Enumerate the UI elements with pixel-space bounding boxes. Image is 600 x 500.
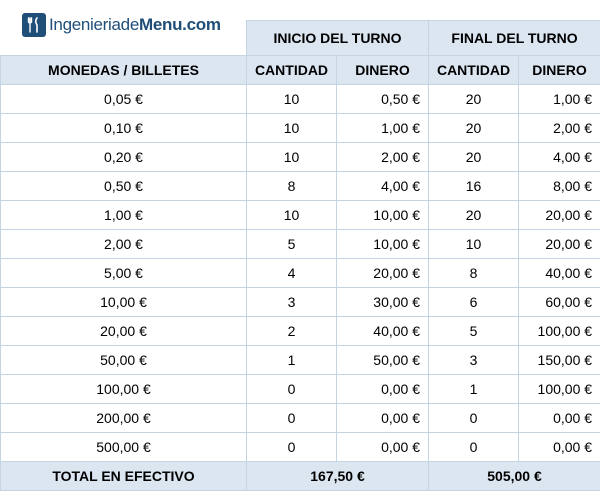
cantidad-inicio-cell: 0 — [247, 404, 337, 433]
final-turno-header: FINAL DEL TURNO — [429, 21, 600, 56]
cantidad-final-cell: 20 — [429, 85, 519, 114]
denomination-cell: 0,20 € — [1, 143, 247, 172]
cantidad-final-cell: 10 — [429, 230, 519, 259]
dinero-inicio-cell: 50,00 € — [337, 346, 429, 375]
dinero-final-cell: 2,00 € — [519, 114, 600, 143]
denomination-row — [1, 201, 600, 230]
dinero-inicio-header: DINERO — [337, 56, 429, 85]
cantidad-inicio-cell: 8 — [247, 172, 337, 201]
cantidad-inicio-cell: 10 — [247, 85, 337, 114]
cantidad-final-cell: 0 — [429, 433, 519, 462]
cantidad-final-header: CANTIDAD — [429, 56, 519, 85]
fork-knife-icon — [22, 13, 46, 37]
column-header-row — [1, 56, 600, 85]
dinero-final-cell: 20,00 € — [519, 230, 600, 259]
cantidad-inicio-cell: 1 — [247, 346, 337, 375]
dinero-final-cell: 40,00 € — [519, 259, 600, 288]
cantidad-inicio-header: CANTIDAD — [247, 56, 337, 85]
denomination-row — [1, 346, 600, 375]
cantidad-final-cell: 20 — [429, 143, 519, 172]
denomination-row — [1, 375, 600, 404]
denomination-row — [1, 288, 600, 317]
dinero-inicio-cell: 10,00 € — [337, 230, 429, 259]
cantidad-final-cell: 1 — [429, 375, 519, 404]
dinero-inicio-cell: 1,00 € — [337, 114, 429, 143]
monedas-billetes-header: MONEDAS / BILLETES — [1, 56, 247, 85]
cantidad-inicio-cell: 0 — [247, 375, 337, 404]
dinero-inicio-cell: 0,00 € — [337, 404, 429, 433]
denomination-cell: 10,00 € — [1, 288, 247, 317]
dinero-final-header: DINERO — [519, 56, 600, 85]
dinero-inicio-cell: 4,00 € — [337, 172, 429, 201]
denomination-cell: 200,00 € — [1, 404, 247, 433]
cantidad-final-cell: 3 — [429, 346, 519, 375]
denomination-cell: 5,00 € — [1, 259, 247, 288]
inicio-turno-header: INICIO DEL TURNO — [247, 21, 429, 56]
dinero-inicio-cell: 0,00 € — [337, 375, 429, 404]
dinero-inicio-cell: 0,00 € — [337, 433, 429, 462]
denomination-cell: 20,00 € — [1, 317, 247, 346]
dinero-final-cell: 100,00 € — [519, 375, 600, 404]
brand-name-light: Ingenieriade — [49, 15, 139, 34]
cantidad-inicio-cell: 2 — [247, 317, 337, 346]
denomination-cell: 50,00 € — [1, 346, 247, 375]
brand-logo — [0, 0, 246, 50]
denomination-row — [1, 404, 600, 433]
dinero-final-cell: 100,00 € — [519, 317, 600, 346]
cantidad-final-cell: 5 — [429, 317, 519, 346]
dinero-inicio-cell: 40,00 € — [337, 317, 429, 346]
dinero-inicio-cell: 2,00 € — [337, 143, 429, 172]
cantidad-inicio-cell: 10 — [247, 143, 337, 172]
denomination-cell: 500,00 € — [1, 433, 247, 462]
cash-count-table — [0, 20, 600, 491]
denomination-row — [1, 85, 600, 114]
denomination-row — [1, 317, 600, 346]
dinero-final-cell: 1,00 € — [519, 85, 600, 114]
denomination-cell: 0,10 € — [1, 114, 247, 143]
dinero-final-cell: 150,00 € — [519, 346, 600, 375]
total-final: 505,00 € — [429, 462, 600, 491]
dinero-inicio-cell: 20,00 € — [337, 259, 429, 288]
denomination-row — [1, 433, 600, 462]
denomination-cell: 2,00 € — [1, 230, 247, 259]
cantidad-inicio-cell: 4 — [247, 259, 337, 288]
denomination-row — [1, 259, 600, 288]
cantidad-final-cell: 6 — [429, 288, 519, 317]
brand-name — [49, 15, 221, 35]
denomination-cell: 0,05 € — [1, 85, 247, 114]
cantidad-final-cell: 0 — [429, 404, 519, 433]
cantidad-inicio-cell: 5 — [247, 230, 337, 259]
denomination-row — [1, 114, 600, 143]
cantidad-final-cell: 16 — [429, 172, 519, 201]
denomination-row — [1, 172, 600, 201]
denomination-cell: 100,00 € — [1, 375, 247, 404]
cantidad-inicio-cell: 10 — [247, 201, 337, 230]
cantidad-inicio-cell: 0 — [247, 433, 337, 462]
dinero-inicio-cell: 10,00 € — [337, 201, 429, 230]
cantidad-final-cell: 20 — [429, 201, 519, 230]
total-inicio: 167,50 € — [247, 462, 429, 491]
cantidad-inicio-cell: 10 — [247, 114, 337, 143]
dinero-final-cell: 4,00 € — [519, 143, 600, 172]
denomination-row — [1, 230, 600, 259]
cantidad-inicio-cell: 3 — [247, 288, 337, 317]
dinero-final-cell: 0,00 € — [519, 404, 600, 433]
dinero-inicio-cell: 0,50 € — [337, 85, 429, 114]
denomination-cell: 1,00 € — [1, 201, 247, 230]
dinero-final-cell: 8,00 € — [519, 172, 600, 201]
dinero-final-cell: 0,00 € — [519, 433, 600, 462]
denomination-cell: 0,50 € — [1, 172, 247, 201]
total-label: TOTAL EN EFECTIVO — [1, 462, 247, 491]
cantidad-final-cell: 8 — [429, 259, 519, 288]
total-row — [1, 462, 600, 491]
brand-name-bold: Menu.com — [138, 15, 221, 34]
dinero-inicio-cell: 30,00 € — [337, 288, 429, 317]
dinero-final-cell: 20,00 € — [519, 201, 600, 230]
dinero-final-cell: 60,00 € — [519, 288, 600, 317]
cantidad-final-cell: 20 — [429, 114, 519, 143]
denomination-row — [1, 143, 600, 172]
